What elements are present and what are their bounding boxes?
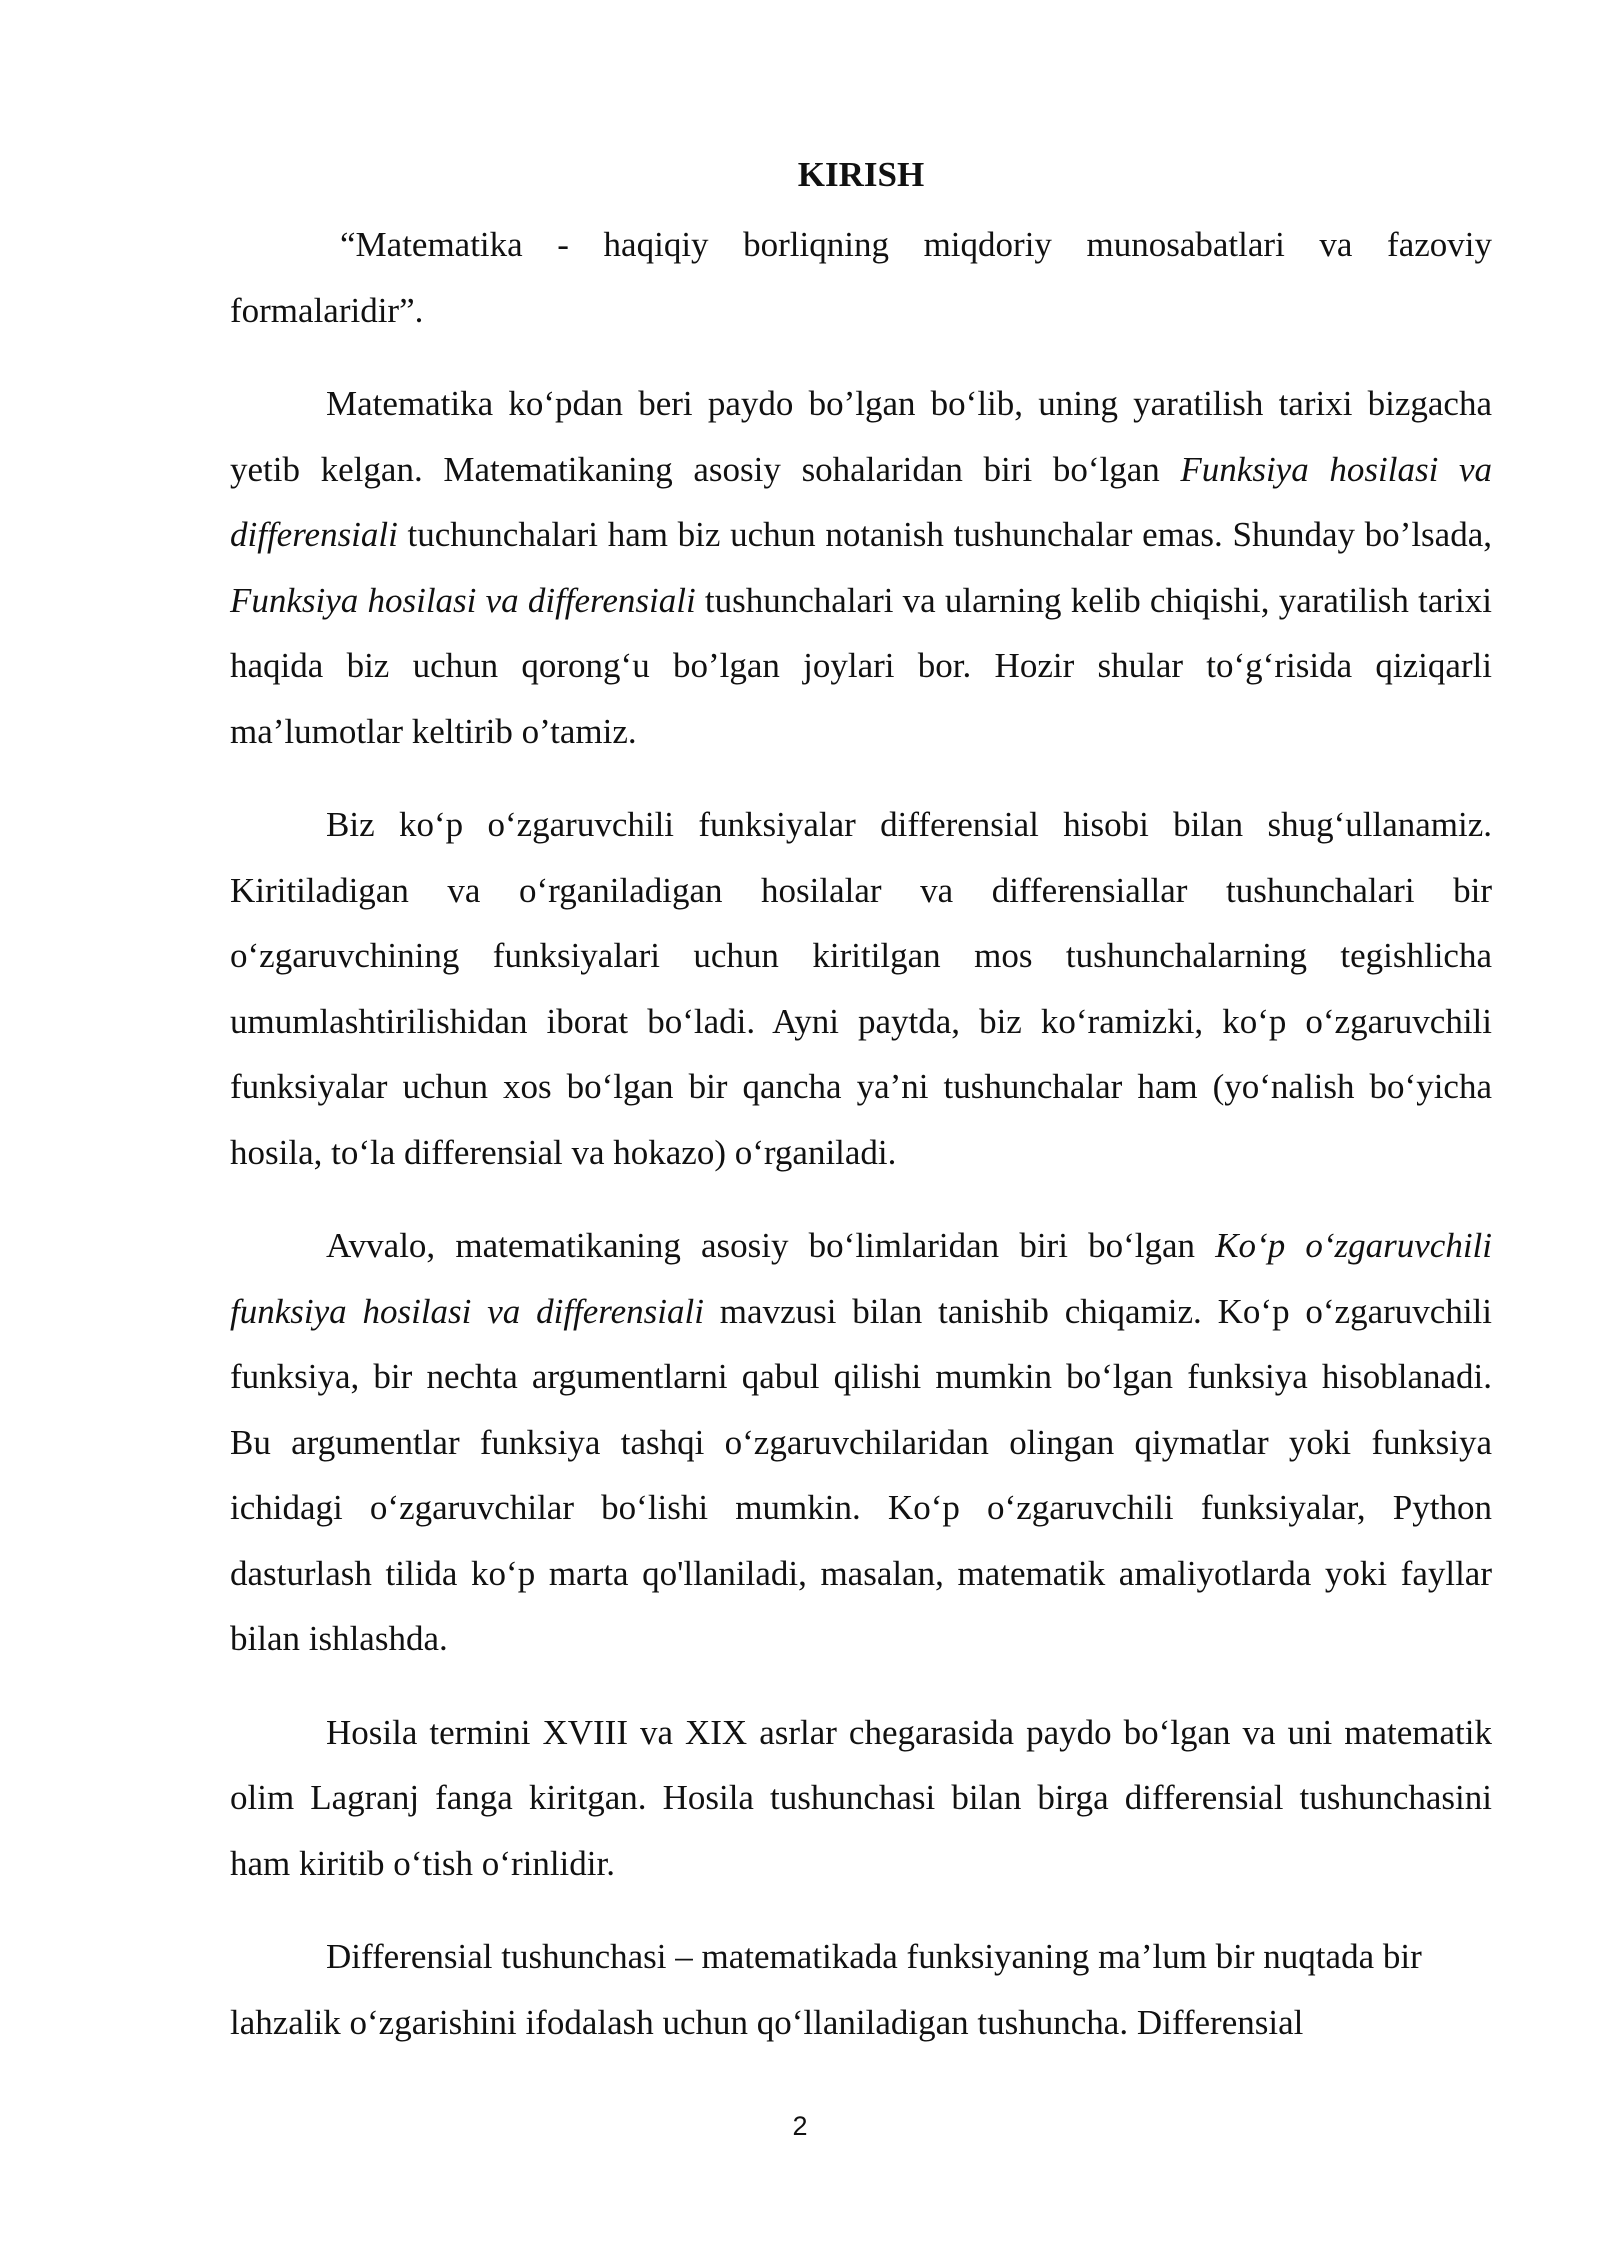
text-run: Avvalo, matematikaning asosiy bo‘limlaridan biri bo‘lgan — [326, 1226, 1216, 1265]
document-page — [230, 150, 1492, 2083]
page-number: 2 — [792, 2111, 808, 2141]
paragraph-derivative-term: Hosila termini XVIII va XIX asrlar chegarasida paydo bo‘lgan va uni matematik olim Lagranj fanga kiritgan. Hosila tushunchasi bilan birga differensial tushunchasini ham kiritib o‘tish o‘rinlidir. — [230, 1712, 1492, 1883]
section-heading: KIRISH — [797, 155, 925, 194]
paragraph-differential: Differensial tushunchasi – matematikada funksiyaning ma’lum bir nuqtada bir lahzalik o‘zgarishini ifodalash uchun qo‘llaniladigan tushuncha. Differensial — [230, 1937, 1422, 2042]
paragraph-multivariable: Biz ko‘p o‘zgaruvchili funksiyalar differensial hisobi bilan shug‘ullanamiz. Kiritiladigan va o‘rganiladigan hosilalar va differensiallar tushunchalari bir o‘zgaruvchining funksiyalari uchun kiritilgan mos tushunchalarning tegishlicha umumlashtirilishidan iborat bo‘ladi. Ayni paytda, biz ko‘ramizki, ko‘p o‘zgaruvchili funksiyalar uchun xos bo‘lgan bir qancha ya’ni tushunchalar ham (yo‘nalish bo‘yicha hosila, to‘la differensial va hokazo) o‘rganiladi. — [230, 805, 1492, 1172]
epigraph-paragraph: “Matematika - haqiqiy borliqning miqdoriy munosabatlari va fazoviy formalaridir”. — [230, 225, 1492, 330]
italic-term: Funksiya hosilasi va differensiali — [230, 449, 1492, 554]
text-run: tushunchalari va ularning kelib chiqishi, yaratilish tarixi haqida biz uchun qorong‘u bo’lgan joylari bor. Hozir shular to‘g‘risida qiziqarli ma’lumotlar keltirib o’tamiz. — [230, 580, 1492, 751]
text-run: tuchunchalari ham biz uchun notanish tushunchalar emas. Shunday bo’lsada, — [397, 515, 1492, 554]
text-run: mavzusi bilan tanishib chiqamiz. Ko‘p o‘zgaruvchili funksiya, bir nechta argumentlarni qabul qilishi mumkin bo‘lgan funksiya hisoblanadi. Bu argumentlar funksiya tashqi o‘zgaruvchilaridan olingan qiymatlar yoki funksiya ichidagi o‘zgaruvchilar bo‘lishi mumkin. Ko‘p o‘zgaruvchili funksiyalar, Python dasturlash tilida ko‘p marta qo'llaniladi, masalan, matematik amaliyotlarda yoki fayllar bilan ishlashda. — [230, 1291, 1492, 1658]
paragraph-introduction — [230, 1213, 1492, 1672]
italic-term: Funksiya hosilasi va differensiali — [230, 580, 696, 620]
italic-term: Ko‘p o‘zgaruvchili funksiya hosilasi va differensiali — [230, 1226, 1492, 1331]
text-run: Matematika ko‘pdan beri paydo bo’lgan bo‘lib, uning yaratilish tarixi bizgacha yetib kelgan. Matematikaning asosiy sohalaridan biri bo‘lgan — [230, 384, 1492, 489]
paragraph-history — [230, 371, 1492, 764]
